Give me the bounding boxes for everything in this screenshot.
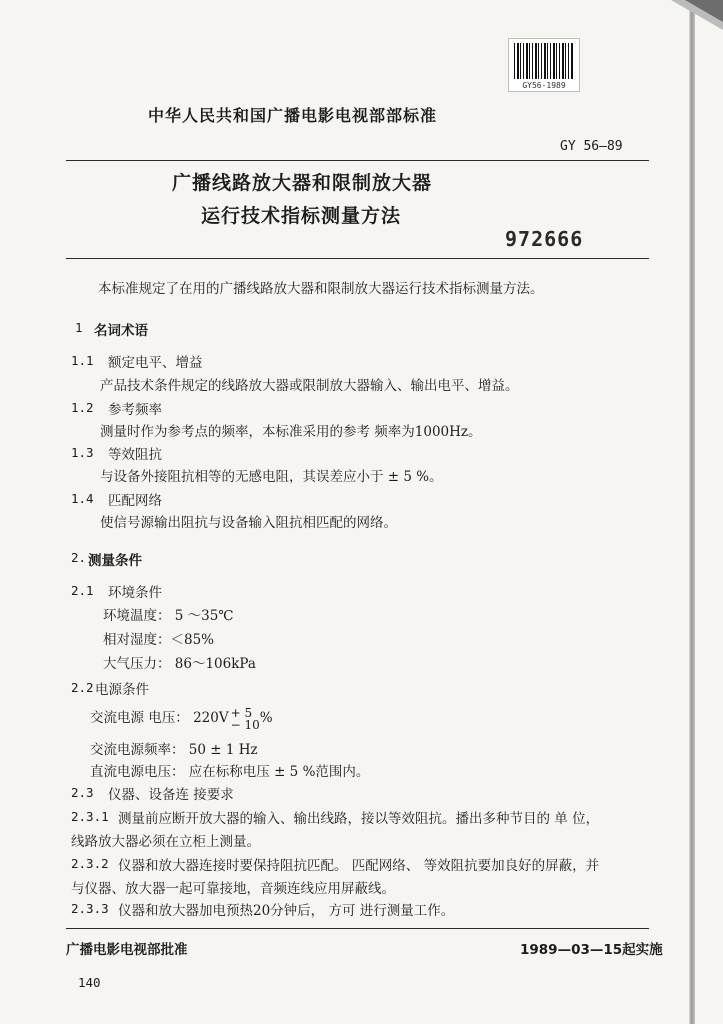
section-1-1-title: 额定电平、增益 <box>108 355 203 371</box>
section-2-3-2-line1: 仪器和放大器连接时要保持阻抗匹配。 匹配网络、 等效阻抗要加良好的屏蔽，并 <box>118 858 600 874</box>
section-1-3-number: 1.3 <box>71 445 94 460</box>
footer-rule <box>66 928 649 929</box>
section-1-4-body: 使信号源输出阻抗与设备输入阻抗相匹配的网络。 <box>100 515 397 531</box>
title-rule <box>66 258 649 259</box>
section-1-3-body: 与设备外接阻抗相等的无感电阻，其误差应小于 ± 5 %。 <box>100 469 443 485</box>
section-2-3-number: 2.3 <box>71 785 94 800</box>
section-2-2-number: 2.2 <box>71 680 94 695</box>
section-2-3-1-number: 2.3.1 <box>71 809 109 824</box>
effective-date: 1989—03—15起实施 <box>520 942 663 958</box>
section-1-4-title: 匹配网络 <box>108 493 162 509</box>
section-2-2-title: 电源条件 <box>95 682 149 698</box>
scan-edge <box>689 0 695 1024</box>
section-1-2-number: 1.2 <box>71 400 94 415</box>
standard-number: GY 56—89 <box>560 139 623 154</box>
document-title-line1: 广播线路放大器和限制放大器 <box>172 172 433 194</box>
section-1-2-title: 参考频率 <box>108 402 162 418</box>
serial-stamp: 972666 <box>505 227 584 251</box>
barcode-bars <box>514 43 574 79</box>
page-number: 140 <box>78 975 101 990</box>
section-2-3-1-line1: 测量前应断开放大器的输入、输出线路，接以等效阻抗。播出多种节目的 单 位， <box>118 811 600 827</box>
env-pressure: 大气压力： 86～106kPa <box>103 656 256 672</box>
ac-frequency: 交流电源频率： 50 ± 1 Hz <box>90 742 258 758</box>
section-2-3-1-line2: 线路放大器必须在立柜上测量。 <box>71 834 260 850</box>
intro-paragraph: 本标准规定了在用的广播线路放大器和限制放大器运行技术指标测量方法。 <box>98 281 544 297</box>
header-rule <box>66 160 649 161</box>
ac-voltage-label: 交流电源 电压： 220V <box>90 710 229 726</box>
section-2-3-3-number: 2.3.3 <box>71 901 109 916</box>
section-2-3-3-line1: 仪器和放大器加电预热20分钟后， 方可 进行测量工作。 <box>118 903 455 919</box>
env-humidity: 相对湿度：＜85% <box>103 632 215 648</box>
section-1-1-body: 产品技术条件规定的线路放大器或限制放大器输入、输出电平、增益。 <box>100 378 519 394</box>
section-1-number: 1 <box>75 320 83 335</box>
tolerance-unit: % <box>259 710 273 726</box>
barcode <box>508 38 580 92</box>
tolerance-minus: − 10 <box>230 717 260 732</box>
section-1-1-number: 1.1 <box>71 353 94 368</box>
document-title-line2: 运行技术指标测量方法 <box>201 205 402 227</box>
approving-authority: 广播电影电视部批准 <box>66 942 188 958</box>
tolerance-plus: + 5 <box>230 705 253 720</box>
issuer-title: 中华人民共和国广播电影电视部部标准 <box>148 106 438 125</box>
section-1-3-title: 等效阻抗 <box>108 447 162 463</box>
scan-corner-fold <box>671 0 723 30</box>
section-2-3-title: 仪器、设备连 接要求 <box>108 787 234 803</box>
section-2-3-2-line2: 与仪器、放大器一起可靠接地，音频连线应用屏蔽线。 <box>71 881 395 897</box>
voltage-tolerance <box>231 707 260 731</box>
section-2-1-number: 2.1 <box>71 583 94 598</box>
section-2-1-title: 环境条件 <box>108 585 162 601</box>
section-1-2-body: 测量时作为参考点的频率，本标准采用的参考 频率为1000Hz。 <box>100 424 482 440</box>
env-temperature: 环境温度： 5 ～35℃ <box>103 608 234 624</box>
dc-voltage: 直流电源电压： 应在标称电压 ± 5 %范围内。 <box>90 764 370 780</box>
ac-voltage-line <box>90 706 273 731</box>
section-2-number: 2. <box>71 550 87 565</box>
section-2-3-2-number: 2.3.2 <box>71 856 109 871</box>
section-2-title: 测量条件 <box>88 553 142 569</box>
barcode-text: GY56-1989 <box>522 81 566 90</box>
section-1-title: 名词术语 <box>94 323 148 339</box>
section-1-4-number: 1.4 <box>71 491 94 506</box>
